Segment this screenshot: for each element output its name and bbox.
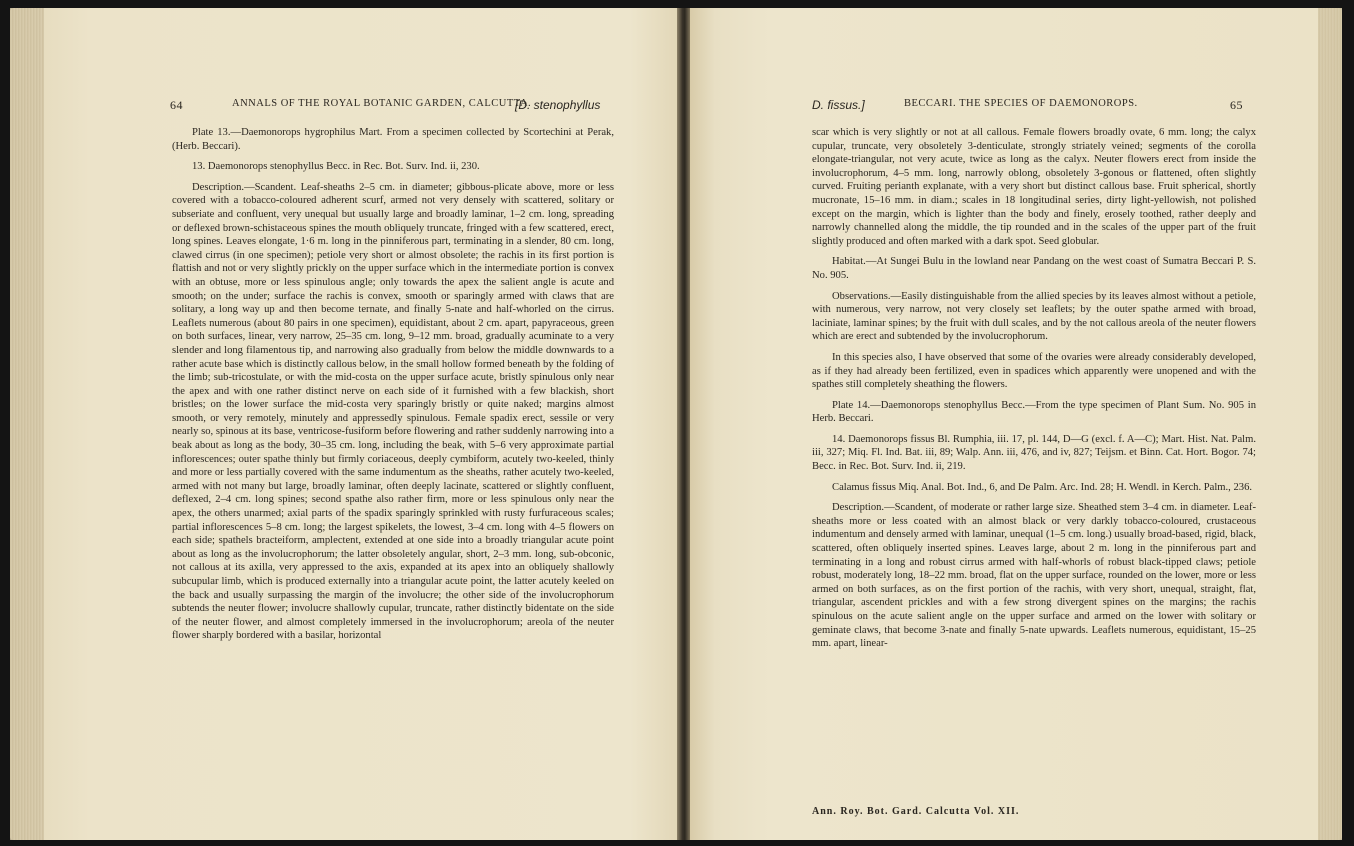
left-running-title: ANNALS OF THE ROYAL BOTANIC GARDEN, CALCUTTA. (232, 98, 532, 109)
left-page-edges (10, 8, 44, 840)
right-running-species: D. fissus.] (812, 98, 865, 112)
observations-paragraph: Observations.—Easily distinguishable from the allied species by its leaves almost without a petiole, with numerous, very narrow, not very closely set leaflets; by the outer spathe armed with broad, laciniate, laminar spines; by the fruit with dull scales, and by the not callous areola of the neuter flowers which are erect and subtended by the involucrophorum. (812, 290, 1256, 343)
right-page-edges (1318, 8, 1342, 840)
right-page-footer: Ann. Roy. Bot. Gard. Calcutta Vol. XII. (812, 806, 1020, 817)
left-page-body (172, 126, 614, 643)
plate-13-caption: Plate 13.—Daemonorops hygrophilus Mart. From a specimen collected by Scortechini at Perak, (Herb. Beccari). (172, 127, 614, 152)
species-13-description: Description.—Scandent. Leaf-sheaths 2–5 cm. in diameter; gibbous-plicate above, more or less covered with a tobacco-coloured adherent scurf, armed not very densely with scattered, solitary or subseriate and confluent, very unequal but usually large and broadly laminar, 1–2 cm. long, spreading or deflexed brown-schistaceous spines the mouth obliquely truncate, fringed with a few scattered, erect, long spines. Leaves elongate, 1·6 m. long in the pinniferous part, terminating in a slender, 80 cm. long, clawed cirrus (in one specimen); petiole very short or almost obsolete; the rachis in its first portion is flattish and not or very slightly prickly on the upper surface which in the intermediate portion is convex with an obtuse, more or less spinulous angle; only towards the apex the salient angle is acute and smooth; on the under; surface the rachis is convex, smooth or sparingly armed with claws that are solitary, a long way up and then become ternate, and finally 5-nate and half-whorled on the cirrus. Leaflets numerous (about 80 pairs in one specimen), equidistant, about 2 cm. apart, papyraceous, green on both surfaces, linear, very narrow, 25–35 cm. long, 9–12 mm. broad, gradually acuminate to a very slender and long filamentous tip, and narrowing also gradually from below the middle downwards to a rather acute base which is distinctly callous below, in the small hollow formed beneath by the folding of the limb; sub-tricostulate, or with the mid-costa on the upper surface acute, bristly spinulous only near the apex and with one rather distinct nerve on each side of it furnished with a few blackish, short bristles; on the lower surface the mid-costa very sparingly bristly or quite naked; margins almost smooth, or very remotely, minutely and appressedly spinulous. Female spadix erect, sessile or very nearly so, spinous at its base, ventricose-fusiform before flowering and rather suddenly narrowing into a beak about as long as the body, 30–35 cm. long, including the beak, with 5–6 very approximate partial inflorescences; outer spathe thinly but firmly coriaceous, deeply cymbiform, acutely two-keeled, thinly and more or less partially covered with the same indumentum as the sheaths, rather acutely two-keeled, armed with not many but large, broadly laminar, often deeply lacinate, scattered or slightly confluent, deflexed, 2–4 cm. long spines; second spathe also rather firm, more or less spinulous only near the apex, the others unarmed; axial parts of the spadix sparingly sprinkled with rusty furfuraceous scales; partial inflorescences 5–8 cm. long; the largest spikelets, the lowest, 3–4 cm. long with 4–5 flowers on each side; spathels bracteiform, amplectent, extended at one side into a broadly triangular acute point about as long as the involucrophorum; the latter obsoletely angular, short, 2–3 mm. long, sub-obconic, not callous at its axilla, very appressed to the axis, expanded at its apex into an obliquely shallowly subcupular limb, which is produced externally into a triangular acute point, the latter acutely keeled on the back and usually surpassing the margin of the involucre; the other side of the involucrophorum subtends the neuter flower; involucre shallowly cupular, truncate, rather distinctly bidentate on the side of the neuter flower, and almost completely immersed in the involucrophorum; areola of the neuter flower sharply bordered with a basilar, horizontal (172, 181, 614, 642)
plate-14-caption: Plate 14.—Daemonorops stenophyllus Becc.—From the type specimen of Plant Sum. No. 905 in Herb. Beccari. (812, 399, 1256, 425)
left-running-header (170, 98, 615, 113)
synonym-paragraph: Calamus fissus Miq. Anal. Bot. Ind., 6, and De Palm. Arc. Ind. 28; H. Wendl. in Kerch. Palm., 236. (832, 481, 1253, 493)
ovaries-paragraph: In this species also, I have observed that some of the ovaries were already considerably developed, as if they had already been fertilized, even in spadices which apparently were unopened and with the spathes still completely sheathing the flowers. (812, 351, 1256, 391)
species-13-heading: 13. Daemonorops stenophyllus Becc. in Rec. Bot. Surv. Ind. ii, 230. (192, 161, 480, 173)
left-running-species: [D. stenophyllus (515, 98, 601, 112)
left-page-number: 64 (170, 98, 183, 112)
right-page-number: 65 (1230, 98, 1243, 112)
description-continued: scar which is very slightly or not at all callous. Female flowers broadly ovate, 6 mm. long; the calyx cupular, truncate, very obsoletely 3-denticulate, strongly striately veined; segments of the corolla elongate-triangular, not very acute, twice as long as the calyx. Neuter flowers erect from inside the involucrophorum, 4–5 mm. long, narrowly oblong, obsoletely 3-gonous or flattened, often slightly curved. Fruiting perianth explanate, with a very short but distinct callous base. Fruit spherical, shortly mucronate, 15–16 mm. in diam.; scales in 18 longitudinal series, dirty light-yellowish, not polished except on the margin, which is lighter than the body and finely, erosely toothed, rather deeply and narrowly channelled along the middle, the tip rounded and in the scales of the upper part of the fruit slightly produced and often marked with a dark spot. Seed globular. (812, 127, 1256, 247)
species-14-description: Description.—Scandent, of moderate or rather large size. Sheathed stem 3–4 cm. in diameter. Leaf-sheaths more or less coated with an almost black or very darkly tobacco-coloured, crustaceous indumentum and densely armed with laminar, unequal (1–5 cm. long.) usually broad-based, rigid, black, scattered, often obliquely inserted spines. Leaves large, about 2 m. long in the pinniferous part and terminating in a long and robust cirrus armed with half-whorls of robust black-tipped claws; petiole robust, moderately long, 18–22 mm. broad, flat on the upper surface, rounded on the lower, more or less armed on both surfaces, as on the first portion of the rachis, with very short, unequal, straight, flat, triangular, ascendent prickles and with a few strong divergent spines on the margins; the rachis spinulous on the acute salient angle on the upper surface and armed on the lower with solitary or geminate claws, that become 3-nate and finally 5-nate upwards. Leaflets numerous, equidistant, 15–25 mm. apart, linear- (812, 502, 1256, 650)
book-gutter (677, 8, 690, 840)
right-page-body (812, 126, 1256, 651)
right-running-title: BECCARI. THE SPECIES OF DAEMONOROPS. (904, 98, 1138, 109)
species-14-heading: 14. Daemonorops fissus Bl. Rumphia, iii. 17, pl. 144, D—G (excl. f. A—C); Mart. Hist. Nat. Palm. iii, 327; Miq. Fl. Ind. Bat. iii, 89; Walp. Ann. iii, 476, and iv, 827; Teijsm. et Binn. Cat. Hort. Bogor. 74; Becc. in Rec. Bot. Surv. Ind. ii, 219. (812, 433, 1256, 473)
habitat-paragraph: Habitat.—At Sungei Bulu in the lowland near Pandang on the west coast of Sumatra Beccari P. S. No. 905. (812, 256, 1256, 281)
